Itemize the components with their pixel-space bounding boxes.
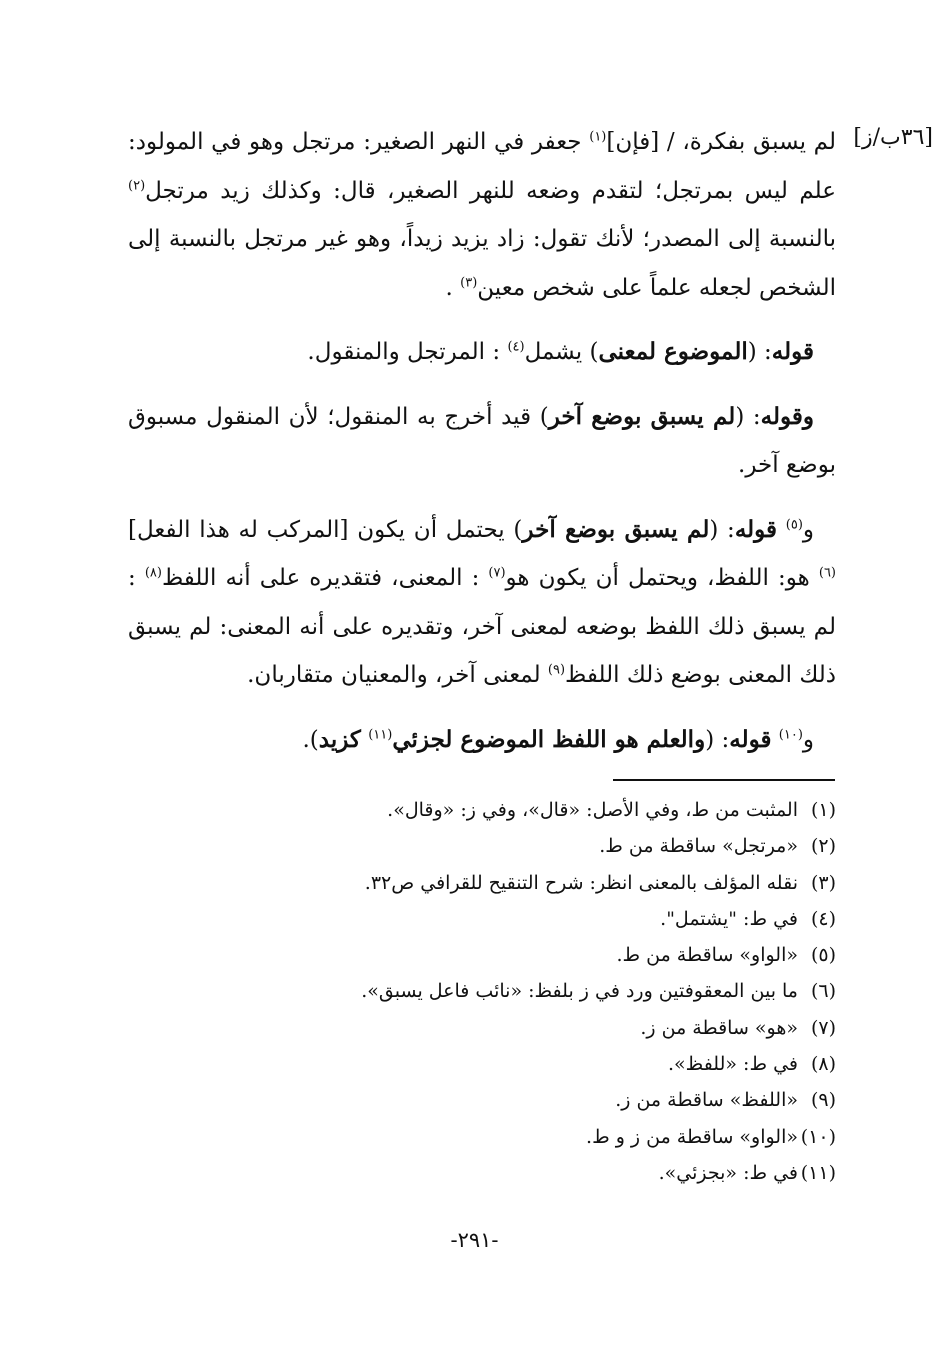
footnote-text: «هو» ساقطة من ز. [640,1016,798,1039]
bold-quote-text: لم يسبق بوضع آخر [548,402,736,430]
bold-quote-text: والعلم هو اللفظ الموضوع لجزئي [392,725,706,753]
footnote-marker: (٦) [818,565,836,581]
text-run: : ( [747,339,772,365]
text-run: : لم يسبق ذلك اللفظ بوضعه لمعنى آخر، وتقديره على أنه المعنى: لم يسبق ذلك المعنى بوضع ذلك اللفظ [128,565,836,688]
footnote-text: المثبت من ط، وفي الأصل: «قال»، وفي ز: «وقال». [387,799,798,821]
footnote-item [128,1010,836,1046]
bold-quote-text: قوله [771,338,814,365]
footnote-item [128,973,836,1009]
paragraph [128,506,836,700]
footnote-text: في ط: "يشتمل". [660,907,798,930]
footnote-marker: (٥) [785,516,803,532]
text-run [777,517,786,543]
footnote-text: في ط: «بجزئي». [658,1161,798,1184]
footnote-number: (١٠) [800,1125,836,1148]
footnote-item [128,1082,836,1118]
footnote-text: «الواو» ساقطة من ز و ط. [586,1125,798,1148]
footnote-text: في ط: «للفظ». [668,1053,798,1076]
footnote-item [128,937,836,973]
footnote-number: (٦) [810,980,836,1003]
footnote-item [128,1046,836,1082]
footnote-marker: (١٠) [778,726,803,742]
footnote-number: (٥) [810,944,836,967]
footnote-marker: (١١) [368,726,393,742]
main-text [128,118,836,764]
text-run: ) يحتمل أن يكون [المركب له هذا الفعل] [128,516,523,543]
margin-manuscript-reference: [٣٦ب/ز] [853,125,933,150]
paragraph [128,118,836,312]
text-run: . [445,274,461,301]
page-number: -٢٩١- [450,1228,499,1252]
footnote-item [128,792,836,828]
footnote-text: «الواو» ساقطة من ط. [616,944,798,967]
paragraph [128,393,836,490]
footnote-number: (٣) [810,871,836,894]
footnote-number: (١١) [800,1161,836,1184]
text-run: : المرتجل والمنقول. [307,339,508,365]
footnote-item [128,828,836,864]
text-run: ) قيد أخرج به المنقول؛ لأن المنقول مسبوق بوضع آخر. [128,403,836,478]
text-run: لم يسبق بفكرة، / [فإن] [606,129,836,155]
footnote-item [128,1155,836,1191]
footnote-number: (٨) [810,1053,836,1076]
footnote-text: «اللفظ» ساقطة من ز. [615,1089,798,1112]
text-run: : ( [735,403,761,430]
text-run: : ( [705,726,730,753]
text-run: : ( [709,516,735,543]
bold-quote-text: الموضوع لمعنى [598,338,748,365]
text-run: جعفر في النهر الصغير: مرتجل وهو في المولود: علم ليس بمرتجل؛ لتقدم وضعه للنهر الصغير، قال: وكذلك زيد مرتجل [128,129,836,204]
text-run: : المعنى، فتقديره على أنه اللفظ [161,565,489,591]
text-run [771,727,778,753]
footnote-number: (٧) [810,1016,836,1039]
footnote-number: (٩) [810,1089,836,1112]
text-run: بالنسبة إلى المصدر؛ لأنك تقول: زاد يزيد زيداً، وهو غير مرتجل بالنسبة إلى الشخص لجعله علماً على شخص معين [128,226,836,301]
footnote-text: ما بين المعقوفتين ورد في ز بلفظ: «نائب فاعل يسبق». [361,980,798,1003]
bold-quote-text: قوله [734,515,778,543]
footnote-marker: (٤) [507,339,525,355]
footnote-marker: (١) [589,129,607,145]
footnote-item [128,865,836,901]
bold-quote-text: وقوله [760,402,814,430]
footnote-separator [613,779,835,781]
text-run: ). [302,726,319,753]
footnote-marker: (٨) [144,565,162,581]
footnotes-list [128,792,836,1191]
footnote-text: نقله المؤلف بالمعنى انظر: شرح التنقيح للقرافي ص٣٢. [364,871,798,894]
footnote-marker: (٩) [547,662,566,678]
text-run: هو: اللفظ، ويحتمل أن يكون هو [505,565,819,591]
footnote-number: (٢) [810,835,836,858]
text-run: و [802,726,814,753]
footnote-text: «مرتجل» ساقطة من ط. [599,835,798,858]
footnote-number: (٤) [810,907,836,930]
text-run: لمعنى آخر، والمعنيان متقاربان. [247,662,548,688]
paragraph [128,716,836,765]
bold-quote-text: قوله [729,725,772,753]
text-run: و [802,516,814,543]
footnote-marker: (٣) [460,274,478,290]
paragraph [128,328,836,377]
footnote-marker: (٧) [488,565,506,581]
bold-quote-text: كزيد [318,725,361,753]
footnote-marker: (٢) [128,177,146,193]
footnote-number: (١) [810,799,836,821]
footnote-item [128,901,836,937]
text-run: ) يشمل [524,339,599,365]
bold-quote-text: لم يسبق بوضع آخر [522,515,710,543]
footnote-item [128,1119,836,1155]
